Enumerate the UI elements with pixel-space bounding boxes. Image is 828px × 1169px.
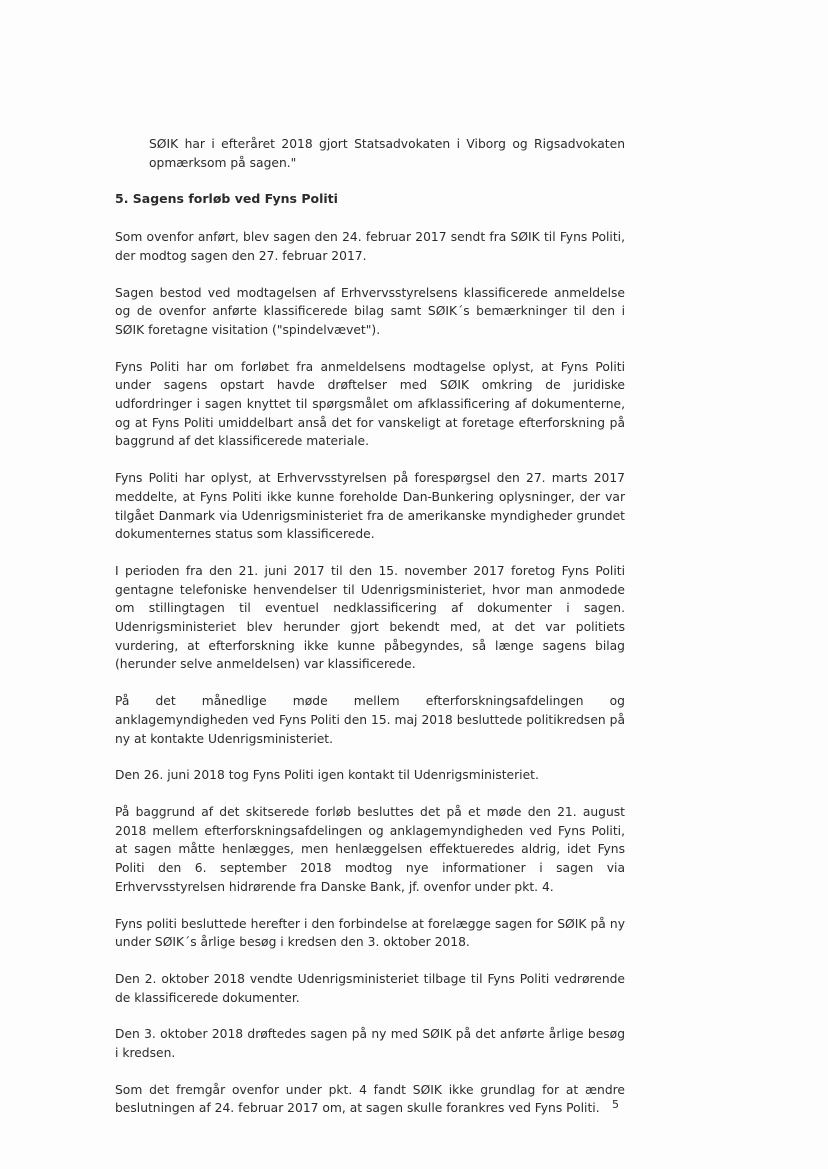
paragraph: I perioden fra den 21. juni 2017 til den 15. november 2017 foretog Fyns Politi gentagne telefoniske henvendelser til Udenrigsministeriet, hvor man anmodede om stillingtagen til eventuel nedklassificering af dokumenter i sagen. Udenrigsministeriet blev herunder gjort bekendt med, at det var politiets vurdering, at efterforskning ikke kunne påbegyndes, så længe sagens bilag (herunder selve anmeldelsen) var klassificerede.: [115, 563, 625, 672]
quote-paragraph: SØIK har i efteråret 2018 gjort Statsadvokaten i Viborg og Rigsadvokaten opmærksom på sagen.": [149, 137, 625, 170]
paragraph: Den 3. oktober 2018 drøftedes sagen på ny med SØIK på det anførte årlige besøg i kredsen.: [115, 1027, 625, 1061]
paragraph: Fyns Politi har oplyst, at Erhvervsstyrelsen på forespørgsel den 27. marts 2017 meddelte, at Fyns Politi ikke kunne foreholde Dan-Bunkering oplysninger, der var tilgået Danmark via Udenrigsministeriet fra de amerikanske myndigheder grundet dokumenternes status som klassificerede.: [115, 471, 625, 542]
page-number: 5: [612, 1098, 619, 1111]
paragraph: På baggrund af det skitserede forløb besluttes det på et møde den 21. august 2018 mellem efterforskningsafdelingen og anklagemyndigheden ved Fyns Politi, at sagen måtte henlægges, men henlæggelsen effektueredes aldrig, idet Fyns Politi den 6. september 2018 modtog nye informationer i sagen via Erhvervsstyrelsen hidrørende fra Danske Bank, jf. ovenfor under pkt. 4.: [115, 804, 625, 894]
paragraph: Fyns politi besluttede herefter i den forbindelse at forelægge sagen for SØIK på ny under SØIK´s årlige besøg i kredsen den 3. oktober 2018.: [115, 916, 625, 950]
document-body: [115, 135, 625, 1136]
paragraph: Som ovenfor anført, blev sagen den 24. februar 2017 sendt fra SØIK til Fyns Politi, der modtog sagen den 27. februar 2017.: [115, 230, 625, 263]
section-heading: 5. Sagens forløb ved Fyns Politi: [115, 191, 338, 207]
paragraph: Fyns Politi har om forløbet fra anmeldelsens modtagelse oplyst, at Fyns Politi under sagens opstart havde drøftelser med SØIK omkring de juridiske udfordringer i sagen knyttet til spørgsmålet om afklassificering af dokumenterne, og at Fyns Politi umiddelbart anså det for vanskeligt at foretage efterforskning på baggrund af det klassificerede materiale.: [115, 359, 625, 449]
paragraph: Den 2. oktober 2018 vendte Udenrigsministeriet tilbage til Fyns Politi vedrørende de klassificerede dokumenter.: [115, 971, 625, 1005]
paragraph: Som det fremgår ovenfor under pkt. 4 fandt SØIK ikke grundlag for at ændre beslutningen af 24. februar 2017 om, at sagen skulle forankres ved Fyns Politi.: [115, 1082, 625, 1116]
paragraph: Den 26. juni 2018 tog Fyns Politi igen kontakt til Udenrigsministeriet.: [115, 768, 539, 783]
paragraph: På det månedlige møde mellem efterforskningsafdelingen og anklagemyndigheden ved Fyns Politi den 15. maj 2018 besluttede politikredsen på ny at kontakte Udenrigsministeriet.: [115, 694, 625, 746]
paragraph: Sagen bestod ved modtagelsen af Erhvervsstyrelsens klassificerede anmeldelse og de ovenfor anførte klassificerede bilag samt SØIK´s bemærkninger til den i SØIK foretagne visitation ("spindelvævet").: [115, 285, 625, 337]
